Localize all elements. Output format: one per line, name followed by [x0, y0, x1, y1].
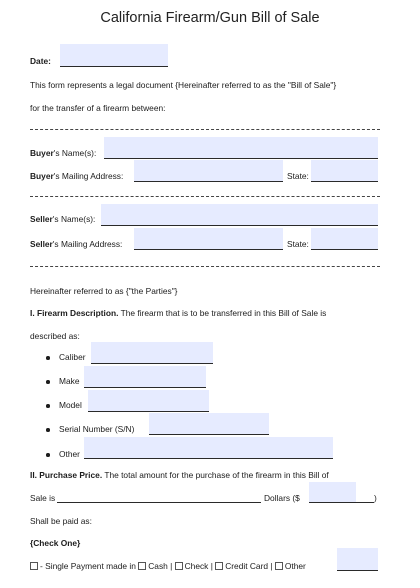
bullet [46, 380, 50, 384]
seller-name-field[interactable] [101, 204, 378, 226]
firearm-description-text: I. Firearm Description. The firearm that is to be transferred in this Bill of Sale is [30, 308, 327, 318]
check-checkbox[interactable] [175, 562, 183, 570]
seller-address-field[interactable] [134, 228, 283, 250]
model-label: Model [59, 400, 82, 410]
buyer-address-field[interactable] [134, 160, 283, 182]
caliber-label: Caliber [59, 352, 86, 362]
cash-label: Cash | [148, 561, 173, 571]
page-title: California Firearm/Gun Bill of Sale [100, 10, 320, 26]
other-payment-field[interactable] [337, 548, 378, 571]
serial-number-label: Serial Number (S/N) [59, 424, 135, 434]
divider-1 [30, 129, 380, 130]
single-payment-checkbox[interactable] [30, 562, 38, 570]
purchase-price-text: II. Purchase Price. The total amount for the purchase of the firearm in this Bill of [30, 470, 329, 480]
credit-card-checkbox[interactable] [215, 562, 223, 570]
paid-as-text: Shall be paid as: [30, 516, 92, 526]
other-label: Other [59, 449, 80, 459]
other-field[interactable] [84, 437, 333, 459]
date-field[interactable] [60, 44, 168, 67]
bullet [46, 404, 50, 408]
make-label: Make [59, 376, 80, 386]
credit-card-label: Credit Card | [225, 561, 273, 571]
model-field[interactable] [88, 390, 209, 412]
check-label: Check | [184, 561, 213, 571]
buyer-name-label: Buyer's Name(s): [30, 148, 97, 158]
other-payment-checkbox[interactable] [275, 562, 283, 570]
sale-amount-tail-line [356, 502, 374, 503]
serial-number-field[interactable] [149, 413, 269, 435]
date-label: Date: [30, 56, 51, 66]
seller-name-label: Seller's Name(s): [30, 214, 96, 224]
closing-paren: ) [374, 493, 377, 503]
seller-state-field[interactable] [311, 228, 378, 250]
sale-amount-field[interactable] [309, 482, 356, 503]
divider-3 [30, 266, 380, 267]
divider-2 [30, 196, 380, 197]
parties-text: Hereinafter referred to as {"the Parties"} [30, 286, 178, 296]
sale-is-label: Sale is [30, 493, 56, 503]
seller-state-label: State: [287, 239, 309, 249]
sale-amount-words-line[interactable] [57, 502, 261, 503]
bullet [46, 453, 50, 457]
payment-row [30, 561, 306, 572]
bullet [46, 428, 50, 432]
seller-address-label: Seller's Mailing Address: [30, 239, 123, 249]
bullet [46, 356, 50, 360]
buyer-address-label: Buyer's Mailing Address: [30, 171, 124, 181]
intro-text-line1: This form represents a legal document {Hereinafter referred to as the "Bill of Sale"} [30, 80, 337, 90]
make-field[interactable] [84, 366, 206, 388]
buyer-state-field[interactable] [311, 160, 378, 182]
intro-text-line2: for the transfer of a firearm between: [30, 103, 166, 113]
other-payment-label: Other [284, 561, 306, 571]
caliber-field[interactable] [91, 342, 213, 364]
check-one-text: {Check One} [30, 538, 81, 548]
buyer-state-label: State: [287, 171, 309, 181]
buyer-name-field[interactable] [104, 137, 378, 159]
dollars-label: Dollars ($ [264, 493, 300, 503]
described-as-text: described as: [30, 331, 80, 341]
single-payment-label: - Single Payment made in [40, 561, 136, 571]
cash-checkbox[interactable] [138, 562, 146, 570]
